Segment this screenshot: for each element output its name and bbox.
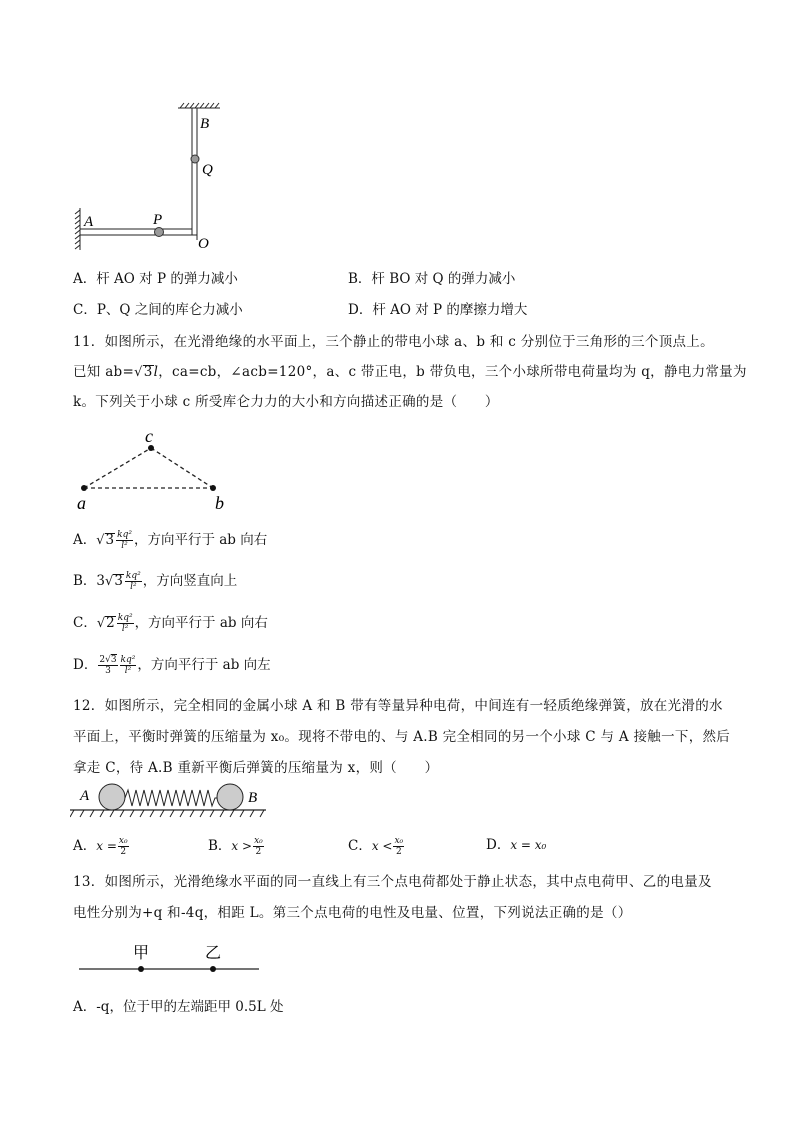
q13-line-figure	[75, 938, 265, 978]
label-o: O	[198, 236, 209, 252]
q11-triangle-figure	[70, 425, 240, 515]
q11-option-b[interactable]: B．3√3 $\frac{\text{kq²}}{\text{l²}}$ ，方向竖直向上	[73, 571, 238, 592]
label-a: a	[77, 493, 86, 513]
label-b: B	[200, 116, 210, 132]
q13-option-a[interactable]: A．-q，位于甲的左端距甲 0.5L 处	[73, 999, 284, 1015]
fraction: $\frac{\text{kq²}}{\text{l²}}$	[120, 655, 136, 676]
label-a: A	[80, 788, 90, 804]
q11-stem-line2: 已知 ab=√3l，ca=cb，∠acb=120°，a、c 带正电，b 带负电，三个小球所带电荷量均为 q，静电力常量为	[73, 364, 747, 380]
coef-fraction: $\frac{2√3}{3}$	[99, 655, 117, 676]
spring	[125, 790, 217, 806]
q10-option-b[interactable]: B．杆 BO 对 Q 的弹力减小	[348, 271, 516, 287]
q12-stem-line1: 12．如图所示，完全相同的金属小球 A 和 B 带有等量异种电荷，中间连有一轻质绝缘弹簧，放在光滑的水	[73, 698, 723, 714]
q10-rod-figure	[70, 100, 230, 255]
q10-option-c[interactable]: C．P、Q 之间的库仑力减小	[73, 302, 243, 318]
q12-spring-figure	[70, 780, 280, 820]
ball-b	[217, 784, 243, 810]
label-a: A	[84, 214, 94, 230]
q12-option-b[interactable]: B．x > $\frac{\text{x₀}}{2}$	[208, 836, 263, 857]
ball-q	[191, 155, 199, 163]
wall-hatch	[75, 208, 80, 250]
q12-option-a[interactable]: A．x = $\frac{\text{x₀}}{2}$	[73, 836, 128, 857]
label-p: P	[153, 212, 163, 228]
fraction: $\frac{\text{kq²}}{\text{l²}}$	[125, 571, 141, 592]
q11-option-c[interactable]: C．√2 $\frac{\text{kq²}}{\text{l²}}$ ，方向平行于 ab 向右	[73, 613, 268, 634]
q10-option-a[interactable]: A．杆 AO 对 P 的弹力减小	[73, 271, 238, 287]
fraction: $\frac{\text{kq²}}{\text{l²}}$	[117, 613, 133, 634]
q11-stem-line1: 11．如图所示，在光滑绝缘的水平面上，三个静止的带电小球 a、b 和 c 分别位于三角形的三个顶点上。	[73, 334, 714, 350]
ceiling-hatch	[178, 103, 220, 108]
label-b: b	[215, 493, 224, 513]
label-b: B	[248, 790, 258, 806]
ball-p	[155, 228, 164, 237]
q13-stem-line1: 13．如图所示，光滑绝缘水平面的同一直线上有三个点电荷都处于静止状态，其中点电荷甲、乙的电量及	[73, 874, 712, 890]
charge-yi	[210, 966, 216, 972]
charge-b	[210, 485, 216, 491]
label-c: c	[145, 426, 153, 446]
q12-option-d[interactable]: D．x = x₀	[486, 837, 547, 853]
label-q: Q	[202, 162, 213, 178]
charge-jia	[138, 966, 144, 972]
q13-stem-line2: 电性分别为+q 和-4q，相距 L。第三个点电荷的电性及电量、位置，下列说法正确的是（）	[73, 905, 632, 921]
fraction: $\frac{\text{kq²}}{\text{l²}}$	[117, 530, 132, 551]
q12-stem-line3: 拿走 C，待 A.B 重新平衡后弹簧的压缩量为 x，则（ ）	[73, 760, 439, 776]
label-yi: 乙	[205, 945, 222, 962]
q11-option-d[interactable]: D． $\frac{2√3}{3}$ $\frac{\text{kq²}}{\text{l²}}$ ，方向平行于 ab 向左	[73, 655, 271, 676]
q11-stem-line3: k。下列关于小球 c 所受库仑力力的大小和方向描述正确的是（ ）	[73, 394, 499, 410]
ball-a	[99, 784, 125, 810]
label-jia: 甲	[133, 945, 150, 962]
q11-option-a[interactable]: A．√3 $\frac{\text{kq²}}{\text{l²}}$ ，方向平行于 ab 向右	[73, 530, 268, 551]
q12-option-c[interactable]: C．x < $\frac{\text{x₀}}{2}$	[348, 836, 404, 857]
q12-stem-line2: 平面上，平衡时弹簧的压缩量为 x₀。现将不带电的、与 A.B 完全相同的另一个小球 C 与 A 接触一下，然后	[73, 729, 731, 745]
q10-option-d[interactable]: D．杆 AO 对 P 的摩擦力增大	[348, 302, 528, 318]
charge-a	[81, 485, 87, 491]
